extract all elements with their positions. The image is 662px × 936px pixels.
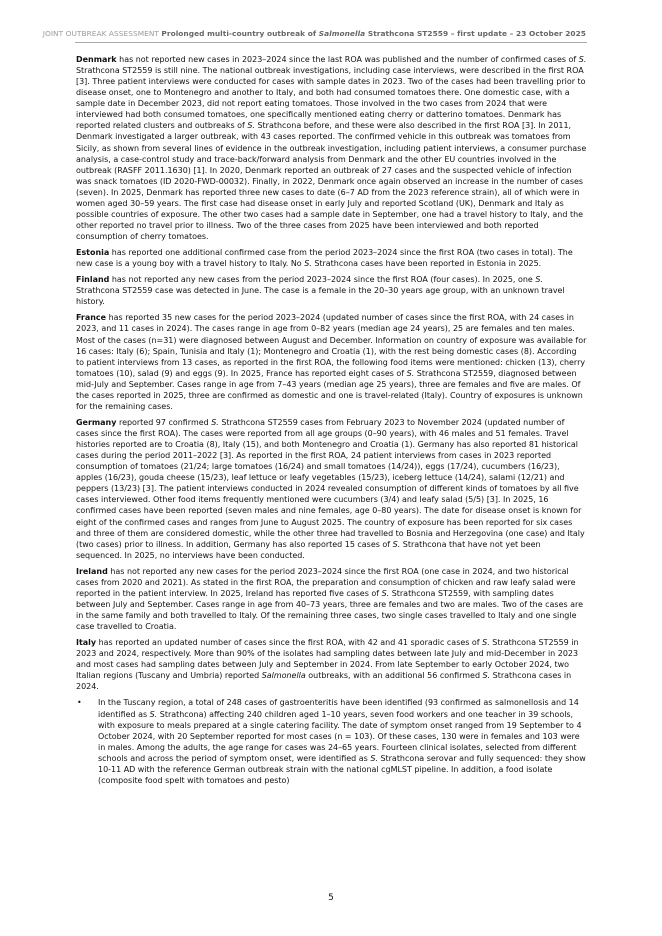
running-header bbox=[43, 29, 586, 38]
bullet-list bbox=[76, 697, 587, 786]
paragraph-estonia: Estonia has reported one additional confirmed case from the period 2023–2024 since the first ROA (two cases in total). The new case is a young boy with a travel history to Italy. No S. Strathcona cases have been reported in Estonia in 2025. bbox=[76, 248, 573, 269]
paragraph-italy: Italy has reported an updated number of cases since the first ROA, with 42 and 41 sporadic cases of S. Strathcona ST2559 in 2023 and 2024, respectively. More than 90% of the isolates had sampling dates between late July and mid-December in 2023 and most cases had sampling dates between July and September in 2024. From late September to early October 2024, two Italian regions (Tuscany and Umbria) reported Salmonella outbreaks, with an additional 56 confirmed S. Strathcona cases in 2024. bbox=[76, 638, 579, 692]
paragraph-finland: Finland has not reported any new cases from the period 2023–2024 since the first ROA (four cases). In 2025, one S. Strathcona ST2559 case was detected in June. The case is a female in the 20–30 years age group, with an unknown travel history. bbox=[76, 275, 565, 307]
header-title: Prolonged multi-country outbreak of Salmonella Strathcona ST2559 – first update – 23 October 2025 bbox=[161, 29, 586, 38]
page-number: 5 bbox=[328, 893, 334, 903]
paragraph-germany: Germany reported 97 confirmed S. Strathcona ST2559 cases from February 2023 to November 2024 (updated number of cases since the first ROA). The cases were reported from all age groups (0–90 years), with 46 males and 51 females. Travel histories reported are to Croatia (8), Italy (15), and both Montenegro and Croatia (1). Germany has also reported 81 historical cases during the period 2011–2022 [3]. As reported in the first ROA, 24 patient interviews from cases in 2023 reported consumption of tomatoes (21/24; large tomatoes (16/24) and small tomatoes (14/24)), eggs (17/24), cucumbers (16/23), apples (16/23), gouda cheese (15/23), leaf lettuce or leafy vegetables (15/23), iceberg lettuce (14/24), salami (12/21) and peppers (13/23) [3]. The patient interviews conducted in 2024 revealed consumption of different kinds of tomatoes by all five cases interviewed. Other food items frequently mentioned were cucumbers (3/4) and leafy salad (5/5) [3]. In 2025, 16 confirmed cases have been reported (seven males and nine females, age 0–80 years). The date for disease onset is known for eight of the confirmed cases and ranges from June to August 2025. The country of exposure has been reported for six cases and three of them are considered domestic, while the other three had travelled to Bosnia and Herzegovina (one case) and Italy (two cases) prior to illness. In addition, Germany has also reported 15 cases of S. Strathcona that have not yet been sequenced. In 2025, no interviews have been conducted. bbox=[76, 417, 585, 560]
page-body bbox=[76, 54, 587, 786]
list-item: • In the Tuscany region, a total of 248 cases of gastroenteritis have been identified (93 confirmed as salmonellosis and 14 identified as S. Strathcona) affecting 240 children aged 1–10 years, seven food workers and one teacher in 39 schools, with exposure to meals prepared at a single catering facility. The date of symptom onset ranged from 19 September to 4 October 2024, with 20 September reported for most cases (n = 103). Of these cases, 130 were in females and 103 were in males. Among the adults, the age range for cases was 24–65 years. Fourteen clinical isolates, selected from different schools and across the period of symptom onset, were identified as S. Strathcona serovar and fully sequenced: they show 10-11 AD with the reference German outbreak strain with the national cgMLST pipeline. In addition, a food isolate (composite food spelt with tomatoes and pesto) bbox=[76, 697, 587, 786]
header-prefix: JOINT OUTBREAK ASSESSMENT bbox=[42, 29, 160, 38]
header-rule bbox=[75, 42, 587, 43]
paragraph-ireland: Ireland has not reported any new cases for the period 2023–2024 since the first ROA (one case in 2024, and two historical cases from 2020 and 2021). As stated in the first ROA, the preparation and consumption of chicken and raw leafy salad were reported in the patient interview. In 2025, Ireland has reported five cases of S. Strathcona ST2559, with sampling dates between July and September. Cases range in age from 40–73 years, three are females and two are males. Two of the cases are in the same family and both travelled to Italy. Of the remaining three cases, two single cases travelled to Italy and one single case travelled to Croatia. bbox=[76, 566, 584, 632]
paragraph-france: France has reported 35 new cases for the period 2023–2024 (updated number of cases since the first ROA, with 24 cases in 2023, and 11 cases in 2024). The cases range in age from 0–82 years (median age 24 years), 25 are females and ten males. Most of the cases (n=31) were diagnosed between August and December. Information on country of exposure was available for 16 cases: Italy (6); Spain, Tunisia and Italy (1); Montenegro and Croatia (1), with the rest being domestic cases (8). According to patient interviews from 13 cases, as reported in the first ROA, the following food items were mentioned: chicken (13), cherry tomatoes (10), salad (9) and eggs (9). In 2025, France has reported eight cases of S. Strathcona ST2559, diagnosed between mid-July and September. Cases range in age from 7–43 years (median age 25 years), three are females and five are males. Of the cases reported in 2025, three are confirmed as domestic and one is travel-related (Italy). Country of exposures is unknown for the remaining cases. bbox=[76, 313, 587, 411]
paragraph-denmark: Denmark has not reported new cases in 2023–2024 since the last ROA was published and the number of confirmed cases of S. Strathcona ST2559 is still nine. The national outbreak investigations, including case interviews, were described in the first ROA [3]. Three patient interviews were conducted for cases with sample dates in 2023. Two of the cases had been travelling prior to disease onset, one to Montenegro and another to Italy, and both had consumed tomatoes there. One domestic case, with a sample date in December 2023, did not report eating tomatoes. Those involved in the two cases from 2024 that were interviewed had both consumed tomatoes, one specifically mentioned eating cherry or datterino tomatoes. Denmark has reported related clusters and outbreaks of S. Strathcona before, and these were also described in the first ROA [3]. In 2011, Denmark investigated a larger outbreak, with 43 cases reported. The confirmed vehicle in this outbreak was tomatoes from Sicily, as shown from several lines of evidence in the outbreak investigation, including patient interviews, a consumer purchase analysis, a case-control study and trace-back/forward analysis from Denmark and the other EU countries involved in the outbreak (RASFF 2011.1630) [1]. In 2020, Denmark reported an outbreak of 27 cases and the suspected vehicle of infection was snack tomatoes (ID 2020-FWD-00032). Finally, in 2022, Denmark once again observed an increase in the number of cases (seven). In 2025, Denmark has reported three new cases to date (6–7 AD from the 2023 reference strain), all of which were in women aged 30–59 years. The first case had disease onset in early July and reported Scotland (UK), Denmark and Italy as possible countries of exposure. The other two cases had a sample date in September, one had a travel history to Italy, and the other reported no travel prior to illness. Two of the three cases from 2025 have been interviewed and both reported consumption of cherry tomatoes. bbox=[76, 55, 587, 241]
